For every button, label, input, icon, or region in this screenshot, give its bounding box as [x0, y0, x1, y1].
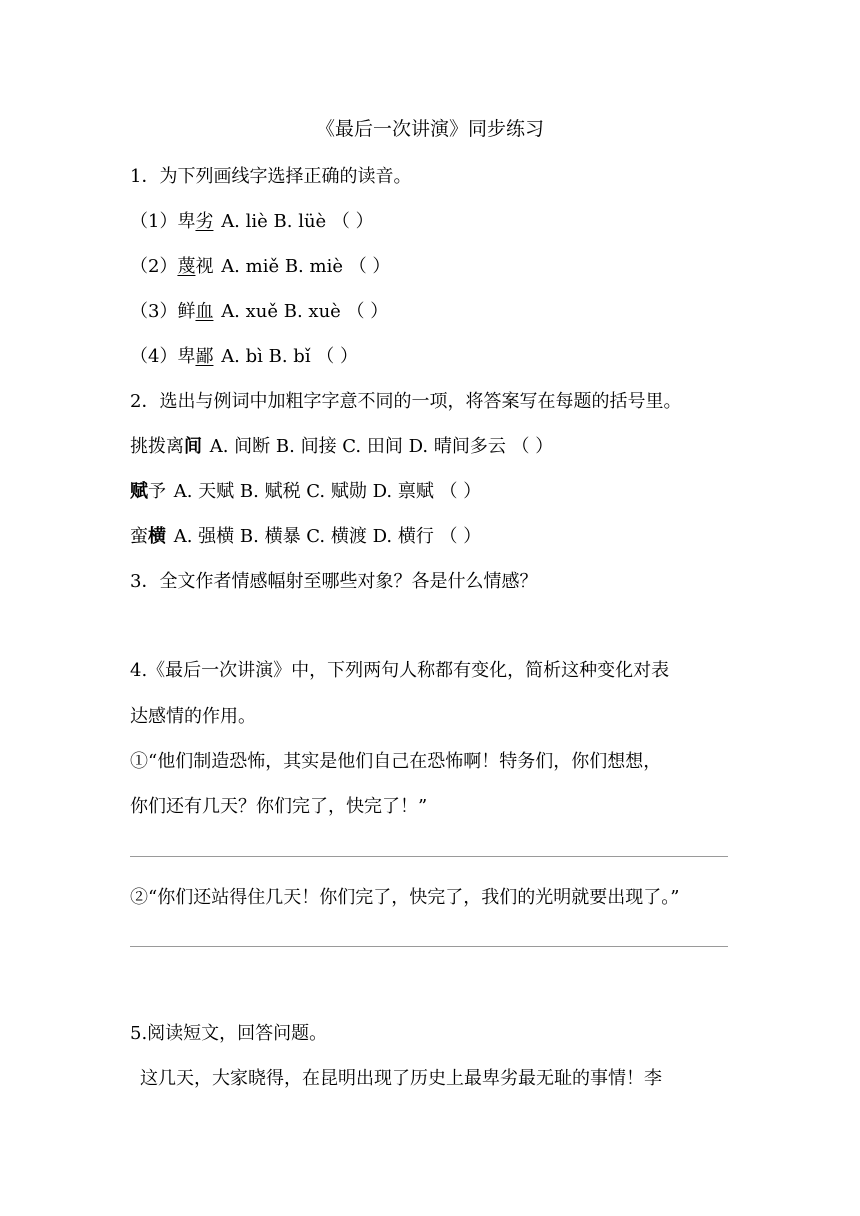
bold-char: 间 — [184, 436, 202, 457]
question-1-item-4 — [130, 342, 358, 368]
bold-char: 赋 — [130, 481, 148, 502]
example-word-post: 予 — [148, 481, 166, 502]
answer-line-1[interactable] — [130, 856, 728, 857]
underlined-char: 劣 — [195, 211, 214, 232]
question-1-item-1 — [130, 207, 374, 233]
item-options: A. 强横 B. 横暴 C. 横渡 D. 横行 （ ） — [173, 526, 482, 547]
question-4-stem-line-2: 达感情的作用。 — [130, 706, 256, 727]
sentence-1-line-2: 你们还有几天？你们完了，快完了！” — [130, 796, 428, 817]
question-2-stem: 2．选出与例词中加粗字字意不同的一项，将答案写在每题的括号里。 — [130, 391, 682, 412]
item-text: 鲜 — [177, 301, 196, 322]
item-prefix: （1） — [130, 211, 178, 232]
sentence-2: ②“你们还站得住几天！你们完了，快完了，我们的光明就要出现了。” — [130, 887, 680, 908]
question-1-stem: 1．为下列画线字选择正确的读音。 — [130, 166, 412, 187]
item-prefix: （4） — [130, 346, 178, 367]
item-text-post: 视 — [195, 256, 214, 277]
item-prefix: （3） — [130, 301, 178, 322]
question-4-stem-line-1: 4.《最后一次讲演》中，下列两句人称都有变化，简析这种变化对表 — [130, 660, 670, 681]
example-word: 挑拨离 — [130, 436, 184, 457]
question-1-item-2 — [130, 252, 390, 278]
item-options: A. miě B. miè （ ） — [221, 256, 391, 277]
example-word: 蛮 — [130, 526, 148, 547]
question-2-item-3 — [130, 522, 481, 548]
underlined-char: 血 — [195, 301, 214, 322]
page-title: 《最后一次讲演》同步练习 — [315, 118, 544, 140]
item-options: A. 天赋 B. 赋税 C. 赋勋 D. 禀赋 （ ） — [173, 481, 482, 502]
question-2-item-2 — [130, 477, 481, 503]
item-options: A. bì B. bǐ （ ） — [221, 346, 359, 367]
bold-char: 横 — [148, 526, 166, 547]
item-text: 卑 — [177, 211, 196, 232]
question-3-stem: 3．全文作者情感幅射至哪些对象？各是什么情感？ — [130, 571, 538, 592]
underlined-char: 鄙 — [195, 346, 214, 367]
question-1-item-3 — [130, 297, 388, 323]
item-text: 卑 — [177, 346, 196, 367]
passage-line-1: 这几天，大家晓得，在昆明出现了历史上最卑劣最无耻的事情！李 — [140, 1068, 662, 1089]
underlined-char: 蔑 — [177, 256, 196, 277]
item-options: A. liè B. lüè （ ） — [221, 211, 374, 232]
item-options: A. xuě B. xuè （ ） — [221, 301, 389, 322]
question-2-item-1 — [130, 432, 553, 458]
question-5-stem: 5.阅读短文，回答问题。 — [130, 1023, 328, 1044]
item-prefix: （2） — [130, 256, 178, 277]
item-options: A. 间断 B. 间接 C. 田间 D. 晴间多云 （ ） — [209, 436, 554, 457]
answer-line-2[interactable] — [130, 946, 728, 947]
sentence-1-line-1: ①“他们制造恐怖，其实是他们自己在恐怖啊！特务们，你们想想， — [130, 751, 662, 772]
